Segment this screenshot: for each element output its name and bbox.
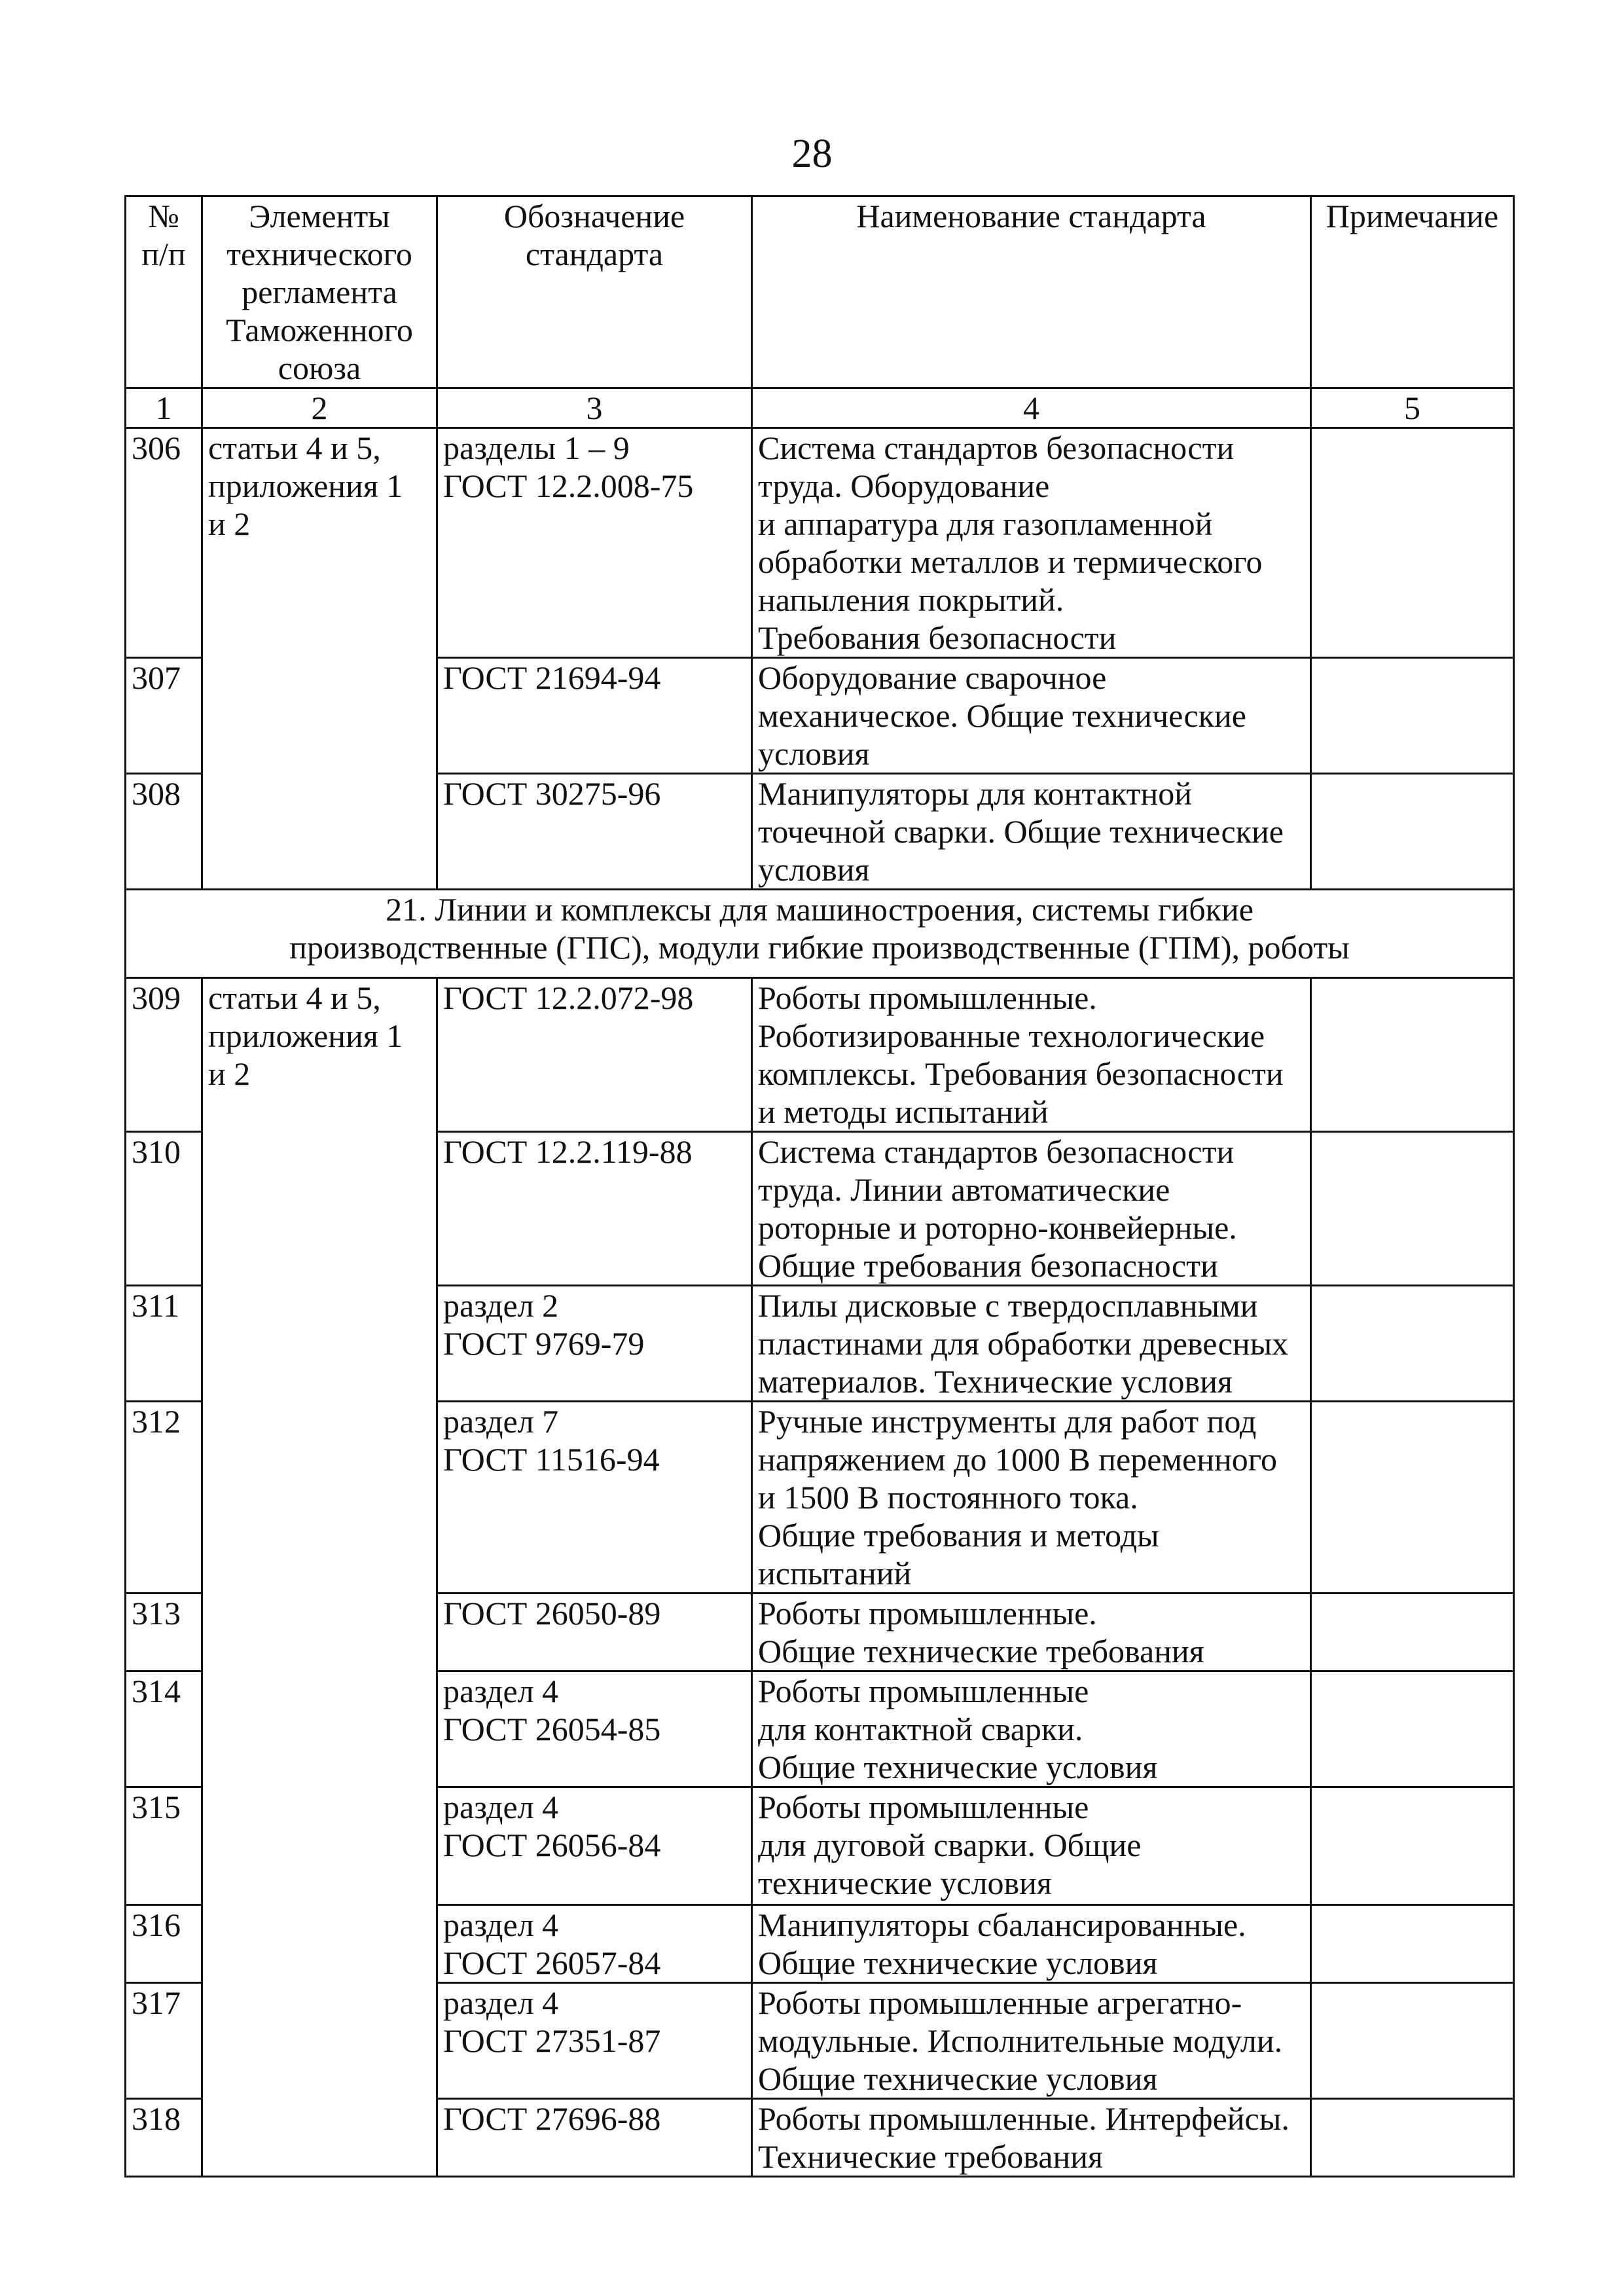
row-number: 312 xyxy=(126,1402,202,1594)
header-designation: Обозначение стандарта xyxy=(437,196,752,388)
standard-designation: раздел 4 ГОСТ 26054-85 xyxy=(437,1671,752,1787)
header-name: Наименование стандарта xyxy=(752,196,1311,388)
row-number: 307 xyxy=(126,658,202,774)
row-number: 316 xyxy=(126,1905,202,1983)
row-number: 309 xyxy=(126,978,202,1132)
note xyxy=(1311,2099,1514,2177)
note xyxy=(1311,658,1514,774)
row-number: 315 xyxy=(126,1787,202,1905)
column-number: 1 xyxy=(126,388,202,428)
standard-name: Роботы промышленные для контактной сварки. Общие технические условия xyxy=(752,1671,1311,1787)
note xyxy=(1311,1132,1514,1286)
standard-designation: ГОСТ 26050-89 xyxy=(437,1594,752,1671)
row-number: 318 xyxy=(126,2099,202,2177)
note xyxy=(1311,1671,1514,1787)
note xyxy=(1311,1402,1514,1594)
note xyxy=(1311,428,1514,658)
standard-name: Роботы промышленные. Интерфейсы. Технические требования xyxy=(752,2099,1311,2177)
page-number: 28 xyxy=(791,132,833,176)
row-number: 317 xyxy=(126,1983,202,2099)
column-numbers-row xyxy=(126,388,1514,428)
note xyxy=(1311,978,1514,1132)
standard-designation: ГОСТ 30275-96 xyxy=(437,774,752,890)
standard-designation: ГОСТ 12.2.072-98 xyxy=(437,978,752,1132)
standard-designation: раздел 4 ГОСТ 26057-84 xyxy=(437,1905,752,1983)
standard-designation: раздел 4 ГОСТ 27351-87 xyxy=(437,1983,752,2099)
table-row xyxy=(126,978,1514,1132)
standard-name: Система стандартов безопасности труда. Линии автоматические роторные и роторно-конвейерные. Общие требования безопасности xyxy=(752,1132,1311,1286)
column-number: 3 xyxy=(437,388,752,428)
row-number: 314 xyxy=(126,1671,202,1787)
header-no: № п/п xyxy=(126,196,202,388)
standard-designation: ГОСТ 27696-88 xyxy=(437,2099,752,2177)
standard-name: Роботы промышленные. Роботизированные технологические комплексы. Требования безопасности и методы испытаний xyxy=(752,978,1311,1132)
standard-name: Роботы промышленные для дуговой сварки. Общие технические условия xyxy=(752,1787,1311,1905)
standard-designation: ГОСТ 12.2.119-88 xyxy=(437,1132,752,1286)
column-number: 2 xyxy=(202,388,437,428)
row-number: 311 xyxy=(126,1286,202,1402)
standard-designation: разделы 1 – 9 ГОСТ 12.2.008-75 xyxy=(437,428,752,658)
table-row xyxy=(126,428,1514,658)
standard-designation: раздел 7 ГОСТ 11516-94 xyxy=(437,1402,752,1594)
standard-name: Пилы дисковые с твердосплавными пластинами для обработки древесных материалов. Технические условия xyxy=(752,1286,1311,1402)
standard-name: Роботы промышленные агрегатно- модульные. Исполнительные модули. Общие технические условия xyxy=(752,1983,1311,2099)
standard-name: Ручные инструменты для работ под напряжением до 1000 В переменного и 1500 В постоянного тока. Общие требования и методы испытаний xyxy=(752,1402,1311,1594)
note xyxy=(1311,1787,1514,1905)
column-number: 5 xyxy=(1311,388,1514,428)
note xyxy=(1311,1905,1514,1983)
regulation-elements: статьи 4 и 5, приложения 1 и 2 xyxy=(202,428,437,890)
column-number: 4 xyxy=(752,388,1311,428)
section-title: 21. Линии и комплексы для машиностроения, системы гибкие производственные (ГПС), модули гибкие производственные (ГПМ), роботы xyxy=(126,890,1514,978)
row-number: 310 xyxy=(126,1132,202,1286)
standard-name: Манипуляторы сбалансированные. Общие технические условия xyxy=(752,1905,1311,1983)
section-row xyxy=(126,890,1514,978)
header-note: Примечание xyxy=(1311,196,1514,388)
standard-name: Система стандартов безопасности труда. Оборудование и аппаратура для газопламенной обработки металлов и термического напыления покрытий. Требования безопасности xyxy=(752,428,1311,658)
standard-name: Оборудование сварочное механическое. Общие технические условия xyxy=(752,658,1311,774)
standard-designation: ГОСТ 21694-94 xyxy=(437,658,752,774)
standards-table xyxy=(124,195,1515,2178)
note xyxy=(1311,1983,1514,2099)
header-elements: Элементы технического регламента Таможенного союза xyxy=(202,196,437,388)
note xyxy=(1311,1594,1514,1671)
row-number: 306 xyxy=(126,428,202,658)
header-row xyxy=(126,196,1514,388)
note xyxy=(1311,774,1514,890)
row-number: 313 xyxy=(126,1594,202,1671)
standard-name: Манипуляторы для контактной точечной сварки. Общие технические условия xyxy=(752,774,1311,890)
standard-name: Роботы промышленные. Общие технические требования xyxy=(752,1594,1311,1671)
note xyxy=(1311,1286,1514,1402)
regulation-elements: статьи 4 и 5, приложения 1 и 2 xyxy=(202,978,437,2177)
row-number: 308 xyxy=(126,774,202,890)
standard-designation: раздел 4 ГОСТ 26056-84 xyxy=(437,1787,752,1905)
standard-designation: раздел 2 ГОСТ 9769-79 xyxy=(437,1286,752,1402)
